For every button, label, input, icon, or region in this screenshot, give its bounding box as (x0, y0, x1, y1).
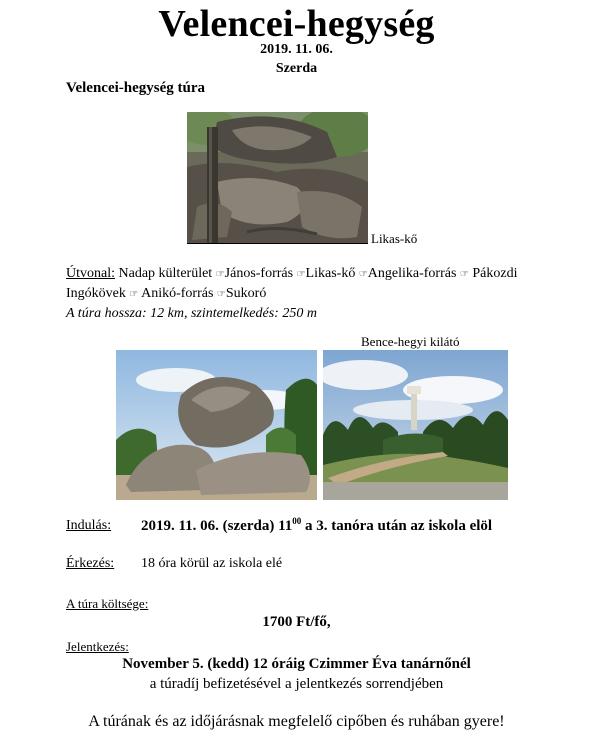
route-section (66, 264, 566, 323)
likas-ko-photo (187, 112, 368, 243)
photo-underline (187, 243, 368, 244)
cost-value: 1700 Ft/fő, (262, 614, 331, 630)
departure-value (141, 516, 492, 535)
registration-line1: November 5. (kedd) 12 óráig Czimmer Éva tanárnőnél (122, 656, 471, 672)
departure-label: Indulás: (66, 518, 112, 533)
pointing-hand-icon: ☞ (459, 269, 469, 280)
route-stop: Pákozdi Ingókövek (66, 266, 518, 301)
route-label: Útvonal: (66, 266, 115, 281)
likas-ko-caption: Likas-kő (371, 231, 418, 246)
trip-date: 2019. 11. 06. (260, 42, 333, 57)
route-stop: Angelika-forrás (367, 266, 457, 281)
route-stop: Likas-kő (305, 266, 356, 281)
route-info: A túra hossza: 12 km, szintemelkedés: 250 m (66, 306, 317, 321)
departure-rest: a 3. tanóra után az iskola elöl (301, 518, 493, 534)
pointing-hand-icon: ☞ (216, 289, 226, 300)
bence-kilato-photo (323, 350, 508, 500)
route-stop: Sukoró (225, 286, 267, 301)
pointing-hand-icon: ☞ (358, 269, 368, 280)
pointing-hand-icon: ☞ (215, 269, 225, 280)
page-title: Velencei-hegység (158, 3, 435, 45)
route-stop: Anikó-forrás (141, 286, 214, 301)
route-stop: Nadap külterület (118, 266, 213, 281)
arrival-label: Érkezés: (66, 556, 115, 571)
arrival-value: 18 óra körül az iskola elé (141, 556, 283, 571)
registration-label: Jelentkezés: (66, 639, 129, 654)
pointing-hand-icon: ☞ (296, 269, 306, 280)
trip-subtitle: Velencei-hegység túra (66, 80, 205, 96)
route-stop: János-forrás (224, 266, 294, 281)
registration-line2: a túradíj befizetésével a jelentkezés sorrendjében (149, 676, 444, 692)
departure-minutes: 00 (292, 516, 302, 526)
bence-caption: Bence-hegyi kilátó (361, 334, 460, 349)
pointing-hand-icon: ☞ (129, 289, 139, 300)
departure-main: 2019. 11. 06. (szerda) 11 (141, 518, 293, 534)
trip-weekday: Szerda (275, 61, 318, 76)
footer-note: A túrának és az időjárásnak megfelelő cipőben és ruhában gyere! (88, 713, 505, 730)
balancing-rock-photo (116, 350, 317, 500)
cost-label: A túra költsége: (66, 596, 149, 611)
